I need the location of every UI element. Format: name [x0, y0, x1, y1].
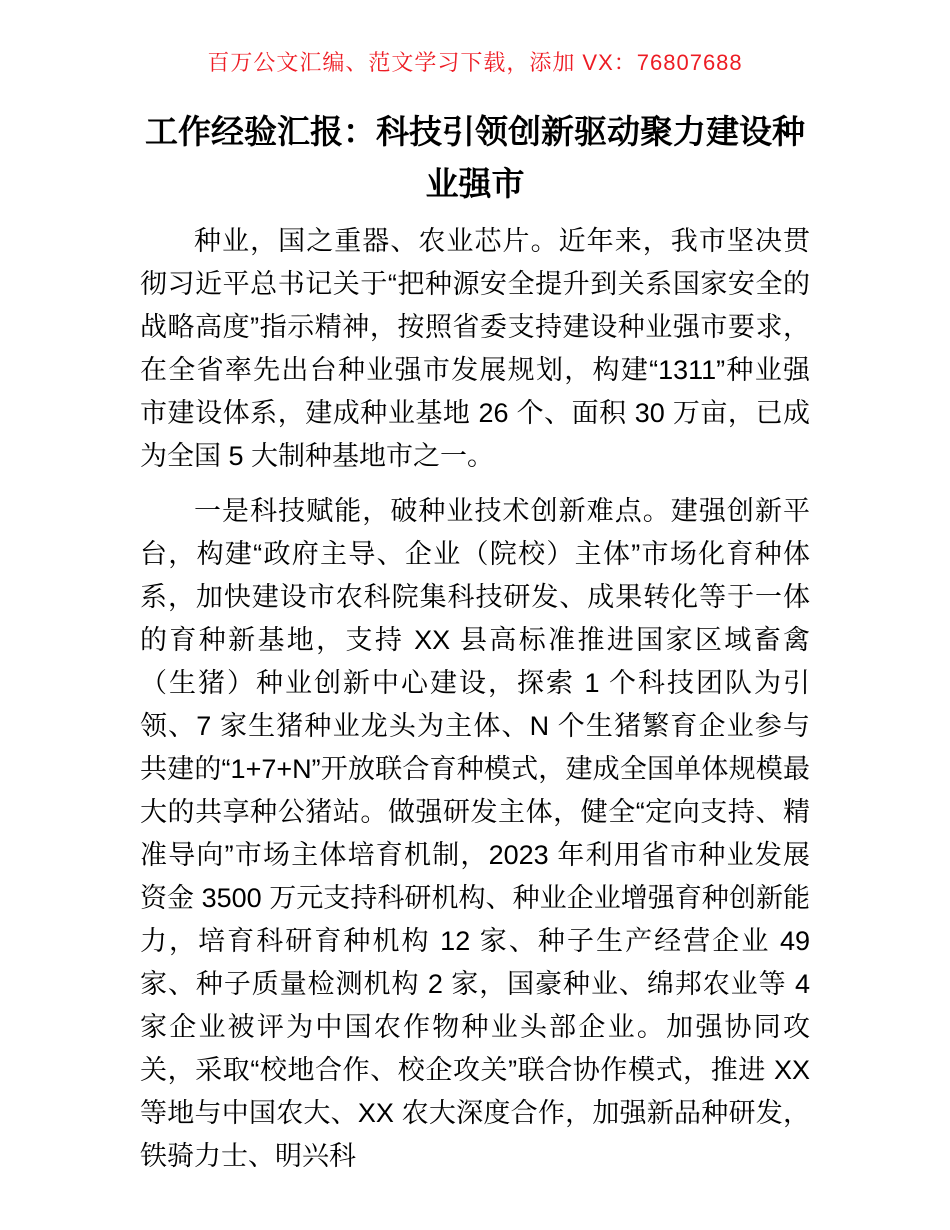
- document-title: 工作经验汇报：科技引领创新驱动聚力建设种业强市: [145, 113, 805, 202]
- paragraph-intro: 种业，国之重器、农业芯片。近年来，我市坚决贯彻习近平总书记关于“把种源安全提升到关系国家安全的战略高度”指示精神，按照省委支持建设种业强市要求，在全省率先出台种业强市发展规划，构建“1311”种业强市建设体系，建成种业基地 26 个、面积 30 万亩，已成为全国 5 大制种基地市之一。: [140, 226, 810, 471]
- paragraph-section-one: 一是科技赋能，破种业技术创新难点。建强创新平台，构建“政府主导、企业（院校）主体”市场化育种体系，加快建设市农科院集科技研发、成果转化等于一体的育种新基地，支持 XX 县高标准推进国家区域畜禽（生猪）种业创新中心建设，探索 1 个科技团队为引领、7 家生猪种业龙头为主体、N 个生猪繁育企业参与共建的“1+7+N”开放联合育种模式，建成全国单体规模最大的共享种公猪站。做强研发主体，健全“定向支持、精准导向”市场主体培育机制，2023 年利用省市种业发展资金 3500 万元支持科研机构、种业企业增强育种创新能力，培育科研育种机构 12 家、种子生产经营企业 49 家、种子质量检测机构 2 家，国豪种业、绵邦农业等 4 家企业被评为中国农作物种业头部企业。加强协同攻关，采取“校地合作、校企攻关”联合协作模式，推进 XX 等地与中国农大、XX 农大深度合作，加强新品种研发，铁骑力士、明兴科: [140, 496, 810, 1171]
- watermark-notice: 百万公文汇编、范文学习下载，添加 VX：76807688: [207, 50, 743, 75]
